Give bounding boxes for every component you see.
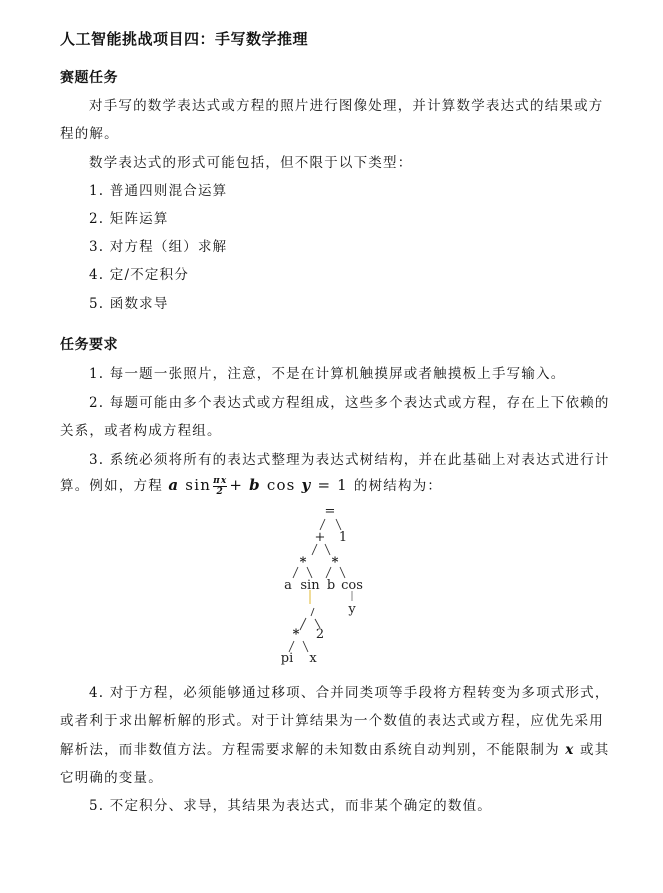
paragraph-line: 它明确的变量。 — [60, 770, 163, 786]
list-item: 5. 不定积分、求导，其结果为表达式，而非某个确定的数值。 — [89, 798, 492, 814]
formula-var: b — [249, 476, 261, 494]
formula-var: a — [168, 476, 180, 494]
paragraph-line: 关系，或者构成方程组。 — [60, 423, 222, 439]
paragraph-line: 或者利于求出解析解的形式。对于计算结果为一个数值的表达式或方程，应优先采用 — [60, 713, 604, 729]
list-item: 2. 矩阵运算 — [89, 211, 169, 227]
list-item: 1. 每一题一张照片，注意，不是在计算机触摸屏或者触摸板上手写输入。 — [89, 366, 566, 382]
tree-node: 2 — [315, 627, 325, 642]
formula-var: y — [301, 476, 312, 494]
numerator: πx — [213, 475, 228, 486]
text: 的树结构为： — [353, 478, 443, 494]
paragraph-line: 对手写的数学表达式或方程的照片进行图像处理，并计算数学表达式的结果或方 — [89, 98, 604, 114]
tree-node: b — [326, 578, 336, 593]
tree-node: 1 — [338, 530, 348, 545]
formula-fn: sin — [185, 476, 212, 494]
tree-node: cos — [341, 578, 363, 593]
formula-op: = 1 — [317, 476, 348, 494]
list-item: 1. 普通四则混合运算 — [89, 183, 228, 199]
tree-node: pi — [280, 651, 294, 666]
tree-node: y — [348, 602, 356, 617]
formula-fn: cos — [266, 476, 296, 494]
paragraph-line: 数学表达式的形式可能包括，但不限于以下类型： — [89, 155, 413, 171]
list-item: 4. 对于方程，必须能够通过移项、合并同类项等手段将方程转变为多项式形式， — [89, 685, 610, 701]
tree-node: a — [284, 578, 292, 593]
tree-node: * — [292, 627, 300, 642]
text: 算。例如，方程 — [60, 478, 169, 494]
list-item: 5. 函数求导 — [89, 296, 169, 312]
paragraph-line — [60, 738, 609, 758]
tree-node: * — [299, 555, 307, 570]
denominator: 2 — [216, 486, 224, 497]
section-heading: 赛题任务 — [60, 70, 118, 86]
list-item: 3. 对方程（组）求解 — [89, 239, 228, 255]
tree-node: = — [324, 504, 336, 519]
tree-node: + — [314, 530, 326, 545]
section-heading: 任务要求 — [60, 337, 118, 353]
tree-node: * — [331, 555, 339, 570]
tree-node: sin — [300, 578, 320, 593]
list-item: 4. 定/不定积分 — [89, 267, 190, 283]
list-item: 2. 每题可能由多个表达式或方程组成，这些多个表达式或方程，存在上下依赖的 — [89, 395, 610, 411]
formula-op: + — [229, 476, 244, 494]
formula-var: x — [565, 742, 575, 758]
list-item: 3. 系统必须将所有的表达式整理为表达式树结构，并在此基础上对表达式进行计 — [89, 452, 610, 468]
text: 或其 — [574, 742, 610, 758]
paragraph-line: 程的解。 — [60, 126, 119, 142]
document-title: 人工智能挑战项目四：手写数学推理 — [60, 30, 309, 48]
text: 解析法，而非数值方法。方程需要求解的未知数由系统自动判别，不能限制为 — [60, 742, 566, 758]
tree-node: x — [309, 651, 317, 666]
